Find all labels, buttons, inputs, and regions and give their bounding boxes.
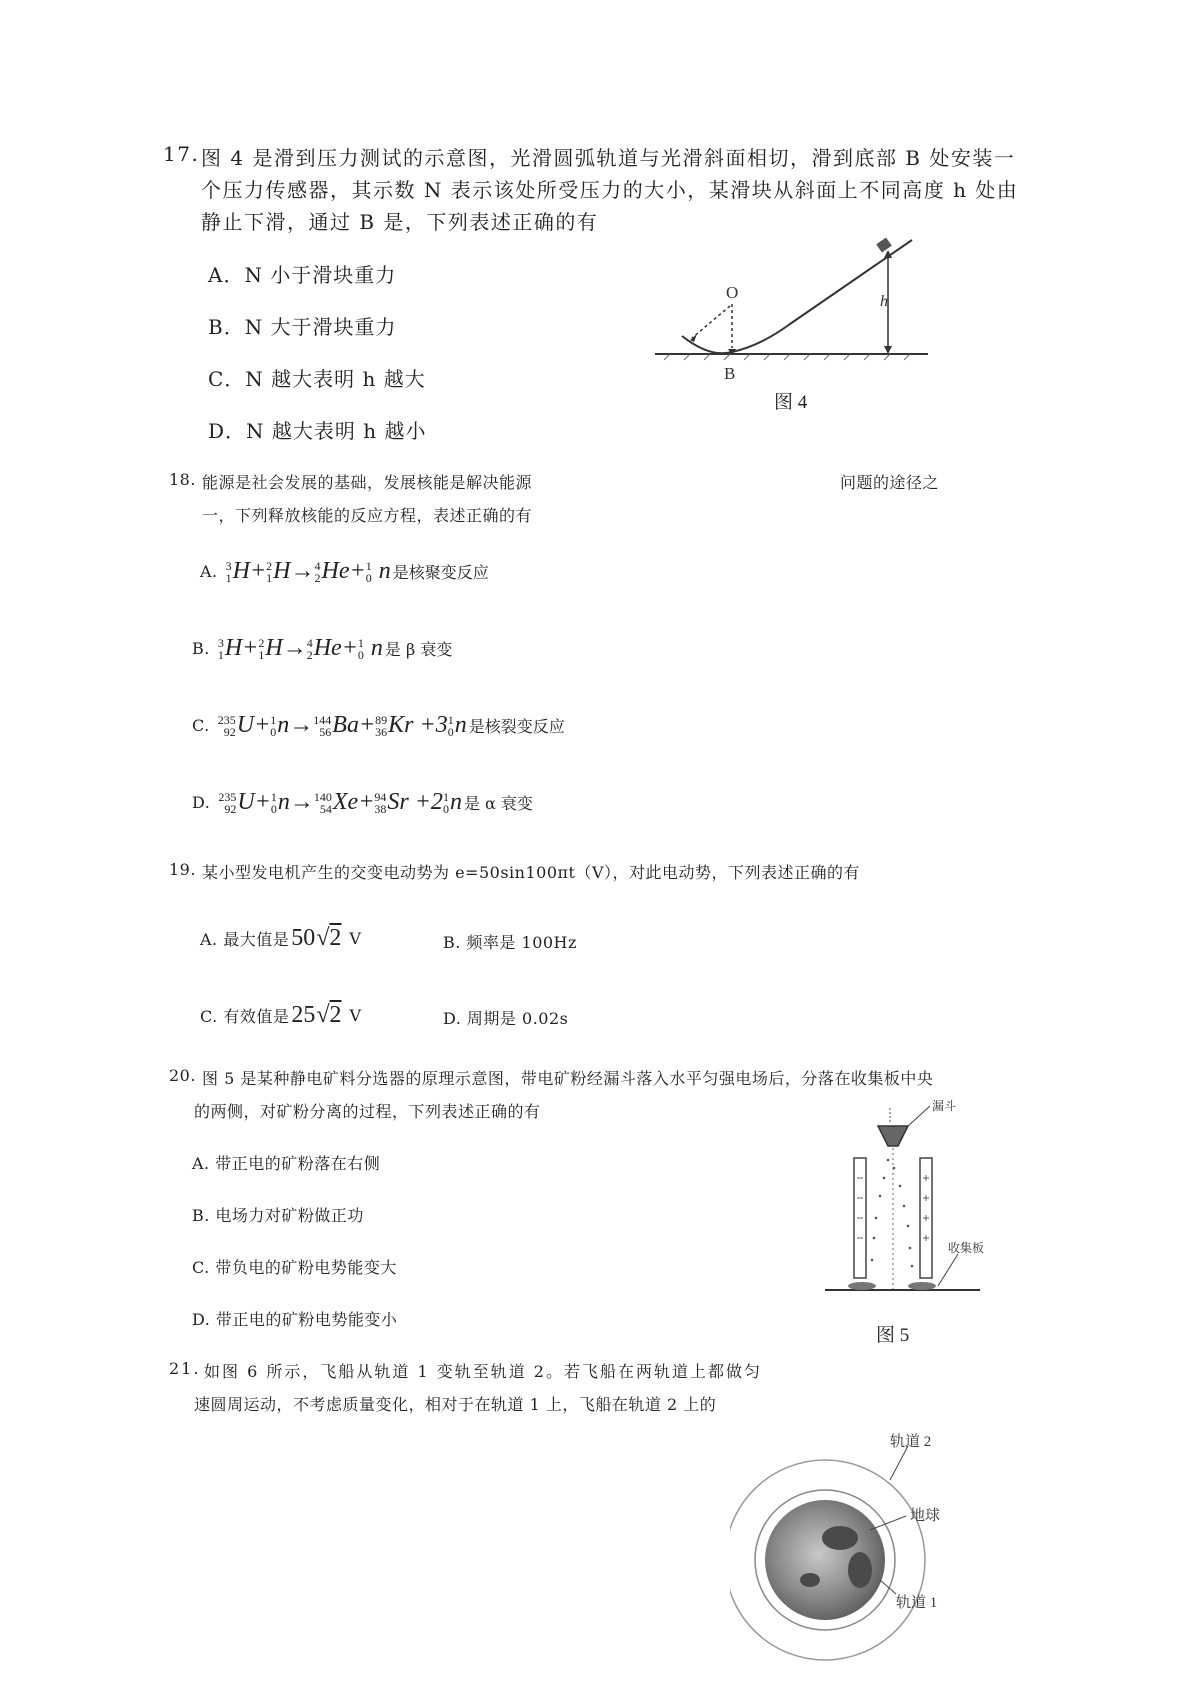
- q18-option-b: [192, 635, 452, 662]
- q18-option-d-note: 是 α 衰变: [463, 794, 533, 813]
- q19-option-a-root: 2: [329, 925, 342, 951]
- figure-5-caption: 图 5: [876, 1325, 910, 1346]
- arc-and-incline-track: [682, 240, 912, 353]
- q18-option-d-letter: D.: [192, 793, 211, 812]
- falling-powder: [871, 1159, 914, 1268]
- q18-option-b-letter: B.: [192, 639, 210, 658]
- q20-line-1: 图 5 是某种静电矿料分选器的原理示意图，带电矿粉经漏斗落入水平匀强电场后，分落在收集板中央: [202, 1069, 934, 1088]
- q18-option-a-equation: 3 1 H+ 2 1 H→ 4 2 He+ 1 0 n: [225, 558, 391, 585]
- powder-pile-left: [848, 1282, 876, 1290]
- plate-label: 收集板: [948, 1241, 985, 1255]
- q17-option-a: A．N 小于滑块重力: [208, 263, 397, 287]
- label-o: O: [726, 283, 739, 302]
- q18-option-a-letter: A.: [200, 562, 218, 581]
- q19-option-a-prefix: A. 最大值是: [200, 930, 290, 949]
- radius-slanted: [692, 306, 730, 338]
- q19-option-a-value: 50: [291, 925, 316, 951]
- q17-line-3: 静止下滑，通过 B 是，下列表述正确的有: [201, 210, 599, 234]
- label-b: B: [724, 364, 736, 383]
- q18-option-d: [192, 789, 533, 816]
- q19-option-c-value: 25: [291, 1002, 316, 1028]
- plate-leader: [938, 1254, 958, 1286]
- q18-option-a: [200, 558, 489, 585]
- q19-option-a-unit: V: [349, 929, 362, 948]
- q18-option-c: [192, 712, 565, 739]
- q19-option-c-unit: V: [349, 1006, 362, 1025]
- q20-number: 20.: [169, 1066, 196, 1085]
- q19-option-c-prefix: C. 有效值是: [200, 1007, 290, 1026]
- earth-label: 地球: [910, 1508, 941, 1524]
- slider-block: [876, 237, 892, 252]
- q17-number: 17.: [163, 142, 200, 166]
- orbit-1-label: 轨道 1: [896, 1595, 938, 1611]
- q19-option-b: B. 频率是 100Hz: [443, 933, 577, 952]
- q21-line-2: 速圆周运动，不考虑质量变化，相对于在轨道 1 上，飞船在轨道 2 上的: [194, 1395, 717, 1414]
- q19-text: 某小型发电机产生的交变电动势为 e=50sin100πt（V），对此电动势，下列表述正确的有: [202, 863, 860, 882]
- funnel-leader: [908, 1106, 930, 1126]
- figure-5-separator-diagram: [820, 1098, 1000, 1298]
- label-h: h: [880, 293, 888, 310]
- powder-pile-right: [908, 1282, 936, 1290]
- q17-option-c: C．N 越大表明 h 越大: [208, 367, 426, 391]
- q18-option-d-equation: 235 92 U+ 1 0 n→ 140 54 Xe+ 94 38 Sr +2 1 0 n: [218, 789, 462, 816]
- q20-line-2: 的两侧，对矿粉分离的过程，下列表述正确的有: [194, 1102, 541, 1121]
- q19-option-a: A. 最大值是 50 √2 V: [200, 925, 362, 951]
- q20-option-d: D. 带正电的矿粉电势能变小: [192, 1310, 398, 1329]
- q20-option-b: B. 电场力对矿粉做正功: [192, 1206, 364, 1225]
- q21-number: 21.: [169, 1359, 201, 1378]
- figure-6-orbit-diagram: [730, 1420, 980, 1698]
- q17-option-d: D．N 越大表明 h 越小: [208, 419, 427, 443]
- q17-line-1: 图 4 是滑到压力测试的示意图，光滑圆弧轨道与光滑斜面相切，滑到底部 B 处安装一: [201, 146, 1016, 170]
- q18-option-b-note: 是 β 衰变: [384, 640, 453, 659]
- q19-number: 19.: [169, 860, 196, 879]
- q17-line-2: 个压力传感器，其示数 N 表示该处所受压力的大小，某滑块从斜面上不同高度 h 处由: [201, 178, 1019, 202]
- q18-option-a-note: 是核聚变反应: [392, 563, 489, 582]
- orbit-2-label: 轨道 2: [890, 1434, 932, 1450]
- q18-option-c-note: 是核裂变反应: [468, 717, 565, 736]
- q20-option-c: C. 带负电的矿粉电势能变大: [192, 1258, 397, 1277]
- q18-option-c-letter: C.: [192, 716, 210, 735]
- q18-number: 18.: [169, 470, 196, 489]
- q19-option-c-root: 2: [329, 1002, 342, 1028]
- q18-line-1-left: 能源是社会发展的基础，发展核能是解决能源: [202, 473, 533, 492]
- q21-line-1: 如图 6 所示，飞船从轨道 1 变轨至轨道 2。若飞船在两轨道上都做匀: [204, 1362, 762, 1381]
- radius-arrowhead-2: [690, 334, 697, 342]
- funnel-label: 漏斗: [932, 1099, 957, 1113]
- q18-option-b-equation: 3 1 H+ 2 1 H→ 4 2 He+ 1 0 n: [217, 635, 383, 662]
- orbit-2-leader: [890, 1446, 908, 1480]
- left-plate-signs: [857, 1178, 863, 1238]
- q18-option-c-equation: 235 92 U+ 1 0 n→ 144 56 Ba+ 89 36 Kr +3 1 0 n: [217, 712, 467, 739]
- q18-line-2: 一，下列释放核能的反应方程，表述正确的有: [202, 506, 533, 525]
- figure-4-caption: 图 4: [774, 392, 808, 413]
- q19-option-d: D. 周期是 0.02s: [443, 1009, 569, 1028]
- q20-option-a: A. 带正电的矿粉落在右侧: [192, 1154, 381, 1173]
- height-arrow-bottom: [884, 346, 892, 354]
- q18-line-1-right: 问题的途径之: [840, 473, 940, 492]
- q19-option-c: C. 有效值是 25 √2 V: [200, 1002, 362, 1028]
- right-plate-signs: [923, 1175, 929, 1241]
- q17-option-b: B．N 大于滑块重力: [208, 315, 397, 339]
- funnel-icon: [878, 1126, 908, 1146]
